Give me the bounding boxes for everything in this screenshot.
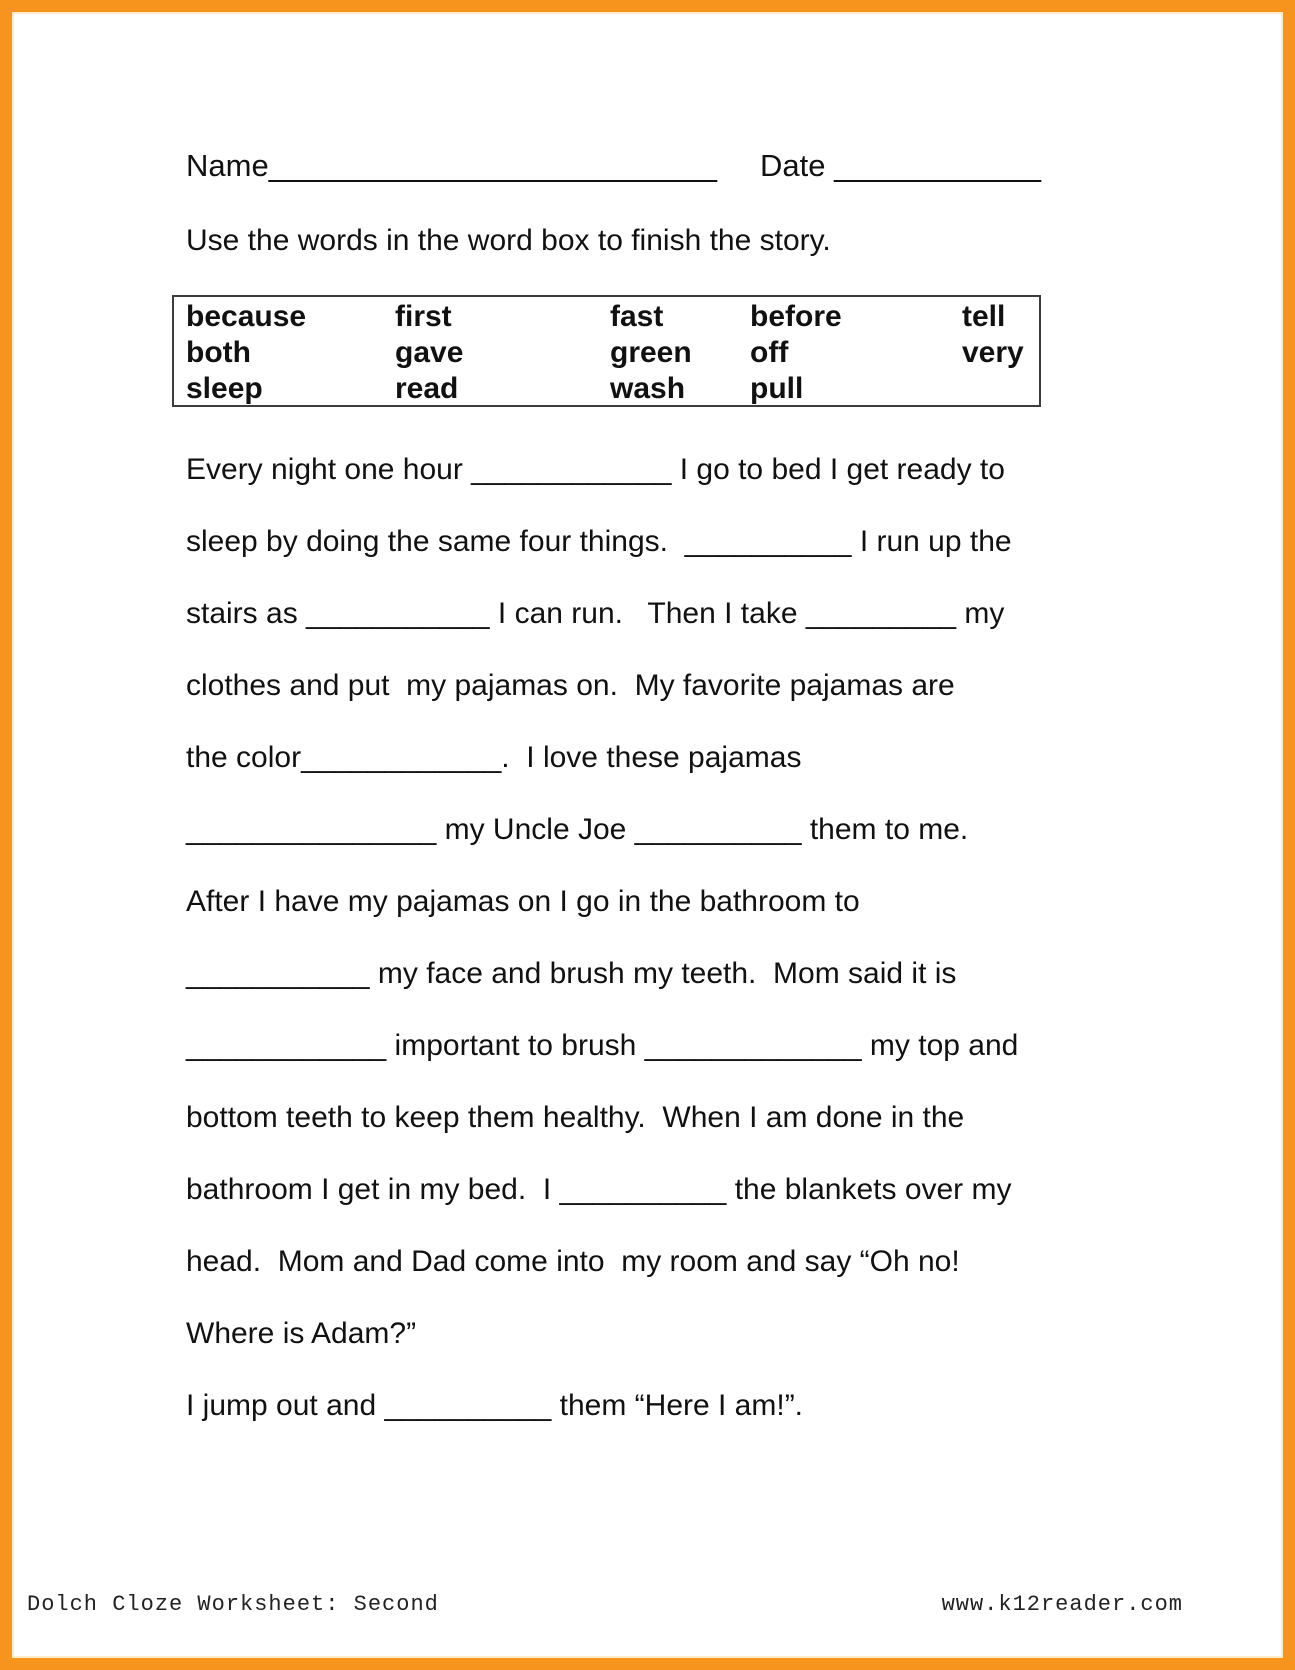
- word-box: [172, 295, 1041, 407]
- word-box-word: pull: [750, 372, 804, 405]
- word-box-column: [962, 299, 1039, 405]
- story-line: After I have my pajamas on I go in the bathroom to: [186, 885, 860, 918]
- word-box-column: [395, 299, 610, 405]
- story-line: _______________ my Uncle Joe __________ them to me.: [186, 813, 969, 846]
- header-row: [0, 148, 1295, 192]
- story-line: ____________ important to brush _____________ my top and: [186, 1029, 1019, 1062]
- story-line: sleep by doing the same four things. __________ I run up the: [186, 525, 1012, 558]
- name-blank-line: __________________________: [268, 148, 717, 183]
- name-label: Name: [186, 148, 269, 183]
- story-line: Where is Adam?”: [186, 1317, 417, 1350]
- date-blank-line: ____________: [834, 148, 1041, 183]
- word-box-word: very: [962, 336, 1024, 369]
- story-line: bathroom I get in my bed. I __________ the blankets over my: [186, 1173, 1012, 1206]
- word-box-word: before: [750, 300, 842, 333]
- date-label: Date: [760, 148, 835, 183]
- story-line: stairs as ___________ I can run. Then I take _________ my: [186, 597, 1005, 630]
- word-box-word: fast: [610, 300, 664, 333]
- word-box-word: first: [395, 300, 452, 333]
- footer-worksheet-title: Dolch Cloze Worksheet: Second: [27, 1592, 439, 1617]
- footer: [0, 1592, 1295, 1622]
- word-box-word: gave: [395, 336, 464, 369]
- story-line: Every night one hour ____________ I go to bed I get ready to: [186, 453, 1005, 486]
- word-box-column: [750, 299, 962, 405]
- word-box-word: read: [395, 372, 459, 405]
- word-box-column: [610, 299, 750, 405]
- date-field-row: [760, 148, 1041, 184]
- story-line: head. Mom and Dad come into my room and say “Oh no!: [186, 1245, 960, 1278]
- story-line: I jump out and __________ them “Here I am!”.: [186, 1389, 804, 1422]
- story-text: [186, 434, 1255, 1442]
- word-box-word: both: [186, 336, 251, 369]
- word-box-word: sleep: [186, 372, 263, 405]
- word-box-word: tell: [962, 300, 1006, 333]
- story-line: clothes and put my pajamas on. My favorite pajamas are: [186, 669, 955, 702]
- word-box-word: wash: [610, 372, 686, 405]
- footer-website-url: www.k12reader.com: [941, 1592, 1183, 1617]
- story-line: bottom teeth to keep them healthy. When I am done in the: [186, 1101, 965, 1134]
- name-field-row: [186, 148, 717, 184]
- story-line: ___________ my face and brush my teeth. Mom said it is: [186, 957, 957, 990]
- story-line: the color____________. I love these pajamas: [186, 741, 802, 774]
- word-box-column: [186, 299, 395, 405]
- word-box-word: green: [610, 336, 692, 369]
- word-box-word: off: [750, 336, 789, 369]
- instructions-text: Use the words in the word box to finish the story.: [186, 224, 831, 257]
- word-box-word: because: [186, 300, 307, 333]
